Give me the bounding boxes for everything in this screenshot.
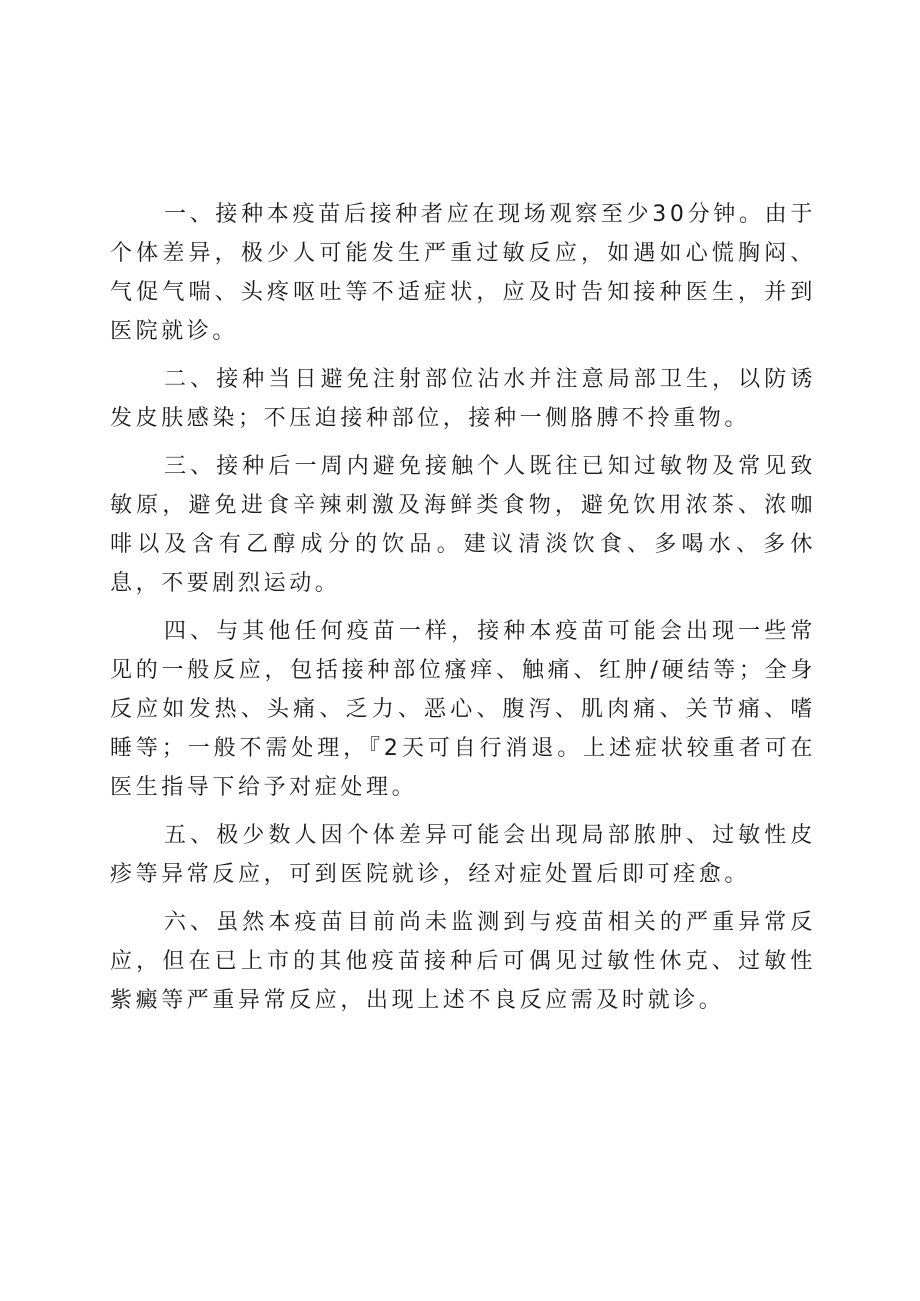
paragraph-4: 四、与其他任何疫苗一样，接种本疫苗可能会出现一些常见的一般反应，包括接种部位瘙痒、触痛、红肿/硬结等；全身反应如发热、头痛、乏力、恶心、腹泻、肌肉痛、关节痛、嗜睡等；一般不需处理，『2天可自行消退。上述症状较重者可在医生指导下给予对症处理。 — [110, 619, 816, 800]
paragraph-5: 五、极少数人因个体差异可能会出现局部脓肿、过敏性皮疹等异常反应，可到医院就诊，经对症处置后即可痊愈。 — [110, 823, 816, 887]
paragraph-1: 一、接种本疫苗后接种者应在现场观察至少30分钟。由于个体差异，极少人可能发生严重过敏反应，如遇如心慌胸闷、气促气喘、头疼呕吐等不适症状，应及时告知接种医生，并到医院就诊。 — [110, 202, 816, 344]
document-page — [110, 195, 816, 1029]
paragraph-2: 二、接种当日避免注射部位沾水并注意局部卫生，以防诱发皮肤感染；不压迫接种部位，接种一侧胳膊不拎重物。 — [110, 367, 816, 431]
paragraph-3: 三、接种后一周内避免接触个人既往已知过敏物及常见致敏原，避免进食辛辣刺激及海鲜类食物，避免饮用浓茶、浓咖啡以及含有乙醇成分的饮品。建议清淡饮食、多喝水、多休息，不要剧烈运动。 — [110, 454, 816, 596]
paragraph-6: 六、虽然本疫苗目前尚未监测到与疫苗相关的严重异常反应，但在已上市的其他疫苗接种后可偶见过敏性休克、过敏性紫癜等严重异常反应，出现上述不良反应需及时就诊。 — [110, 910, 816, 1013]
